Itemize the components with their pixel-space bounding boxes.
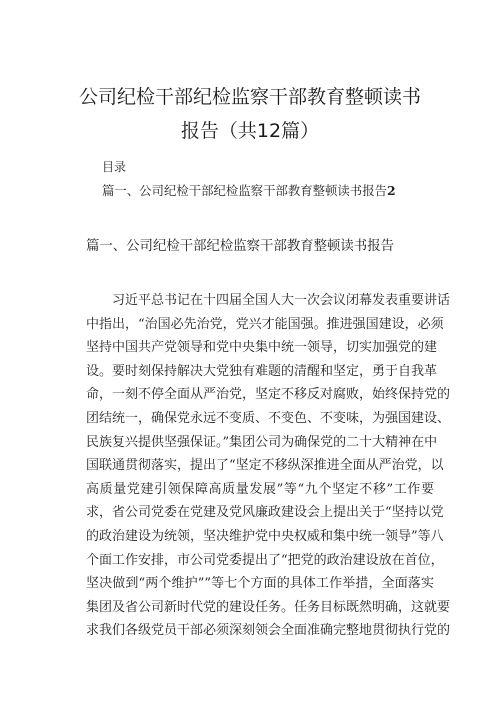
body-line: 集团及省公司新时代党的建设任务。任务目标既然明确，这就要 (86, 599, 451, 615)
document-title-line-1: 公司纪检干部纪检监察干部教育整顿读书 (78, 86, 421, 108)
body-line: 国联通贯彻落实，提出了“坚定不移纵深推进全面从严治党，以 (86, 458, 444, 474)
body-line: 个面工作安排，市公司党委提出了“把党的政治建设放在首位， (86, 552, 444, 568)
document-title-line-2: 报告（共12篇） (180, 120, 320, 142)
toc-label: 目录 (102, 160, 127, 174)
toc-entry-text: 篇一、公司纪检干部纪检监察干部教育整顿读书报告 (102, 183, 387, 198)
body-line: 习近平总书记在十四届全国人大一次会议闭幕发表重要讲话 (112, 293, 451, 308)
body-line: 团结统一，确保党永远不变质、不变色、不变味，为强国建设、 (86, 410, 451, 426)
body-line: 中指出，“治国必先治党，党兴才能国强。推进强国建设，必须 (86, 316, 444, 332)
toc-entry[interactable] (102, 181, 396, 199)
section-heading: 篇一、公司纪检干部纪检监察干部教育整顿读书报告 (86, 239, 394, 254)
body-line: 求，省公司党委在党建及党风廉政建设会上提出关于“坚持以党 (86, 505, 444, 521)
body-line: 命，一刻不停全面从严治党，坚定不移反对腐败，始终保持党的 (86, 387, 451, 403)
body-line: 求我们各级党员干部必须深刻领会全面准确完整地贯彻执行党的 (86, 623, 451, 639)
body-line: 坚决做到“两个维护””等七个方面的具体工作举措，全面落实 (86, 576, 434, 592)
body-paragraph (86, 289, 451, 643)
body-line: 坚持中国共产党领导和党中央集中统一领导，切实加强党的建 (86, 340, 438, 356)
body-line: 民族复兴提供坚强保证。”集团公司为确保党的二十大精神在中 (86, 434, 438, 450)
body-line: 高质量党建引领保障高质量发展”等“九个坚定不移”工作要 (86, 481, 434, 497)
body-line: 的政治建设为统领，坚决维护党中央权威和集中统一领导”等八 (86, 528, 444, 544)
body-line: 设。要时刻保持解决大党独有难题的清醒和坚定，勇于自我革 (86, 363, 438, 379)
toc-entry-page-number: 2 (386, 183, 396, 198)
